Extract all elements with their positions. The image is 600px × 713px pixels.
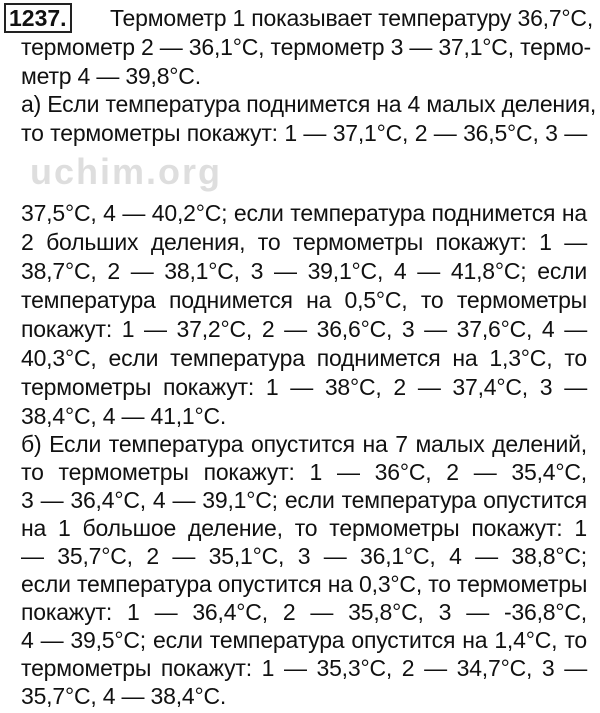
watermark: uchim.org (30, 151, 223, 192)
text-line: 4 — 39,5°C; если температура опустится на 1,4°C, то (21, 627, 587, 653)
text-line: на 1 большое деление, то термометры покажут: 1 (21, 515, 587, 541)
text-line: 35,7°C, 4 — 38,4°C. (21, 683, 227, 709)
text-line: 2 больших деления, то термометры покажут: 1 — (21, 229, 587, 255)
text-line: Термометр 1 показывает температуру 36,7°C, (110, 5, 594, 31)
text-line: метр 4 — 39,8°C. (21, 63, 201, 89)
text-line: 38,4°C, 4 — 41,1°C. (21, 403, 227, 429)
text-line: то термометры покажут: 1 — 36°C, 2 — 35,4°C, (21, 459, 587, 485)
text-line: 38,7°C, 2 — 38,1°C, 3 — 39,1°C, 4 — 41,8°C; если (21, 258, 587, 284)
text-line: если температура опустится на 0,3°C, то термометры (21, 571, 588, 597)
text-line: покажут: 1 — 36,4°C, 2 — 35,8°C, 3 — -36,8°C, (21, 599, 587, 625)
text-line: 3 — 36,4°C, 4 — 39,1°C; если температура опустится (21, 487, 587, 513)
text-line: термометры покажут: 1 — 35,3°C, 2 — 34,7°C, 3 — (21, 655, 587, 681)
text-line: термометр 2 — 36,1°C, термометр 3 — 37,1°C, термо- (21, 34, 592, 60)
text-line: температура поднимется на 0,5°C, то термометры (21, 287, 587, 313)
text-line: б) Если температура опустится на 7 малых делений, (21, 431, 587, 457)
text-line: термометры покажут: 1 — 38°C, 2 — 37,4°C, 3 — (21, 374, 587, 400)
problem-number: 1237. (4, 3, 72, 33)
text-line: — 35,7°C, 2 — 35,1°C, 3 — 36,1°C, 4 — 38,8°C; (21, 543, 587, 569)
text-line: 40,3°C, если температура поднимется на 1,3°C, то (21, 345, 587, 371)
text-line: то термометры покажут: 1 — 37,1°C, 2 — 36,5°C, 3 — (21, 120, 587, 146)
text-line: покажут: 1 — 37,2°C, 2 — 36,6°C, 3 — 37,6°C, 4 — (21, 316, 587, 342)
text-line: 37,5°C, 4 — 40,2°C; если температура поднимется на (21, 200, 587, 226)
text-line: а) Если температура поднимется на 4 малых деления, (21, 91, 597, 117)
